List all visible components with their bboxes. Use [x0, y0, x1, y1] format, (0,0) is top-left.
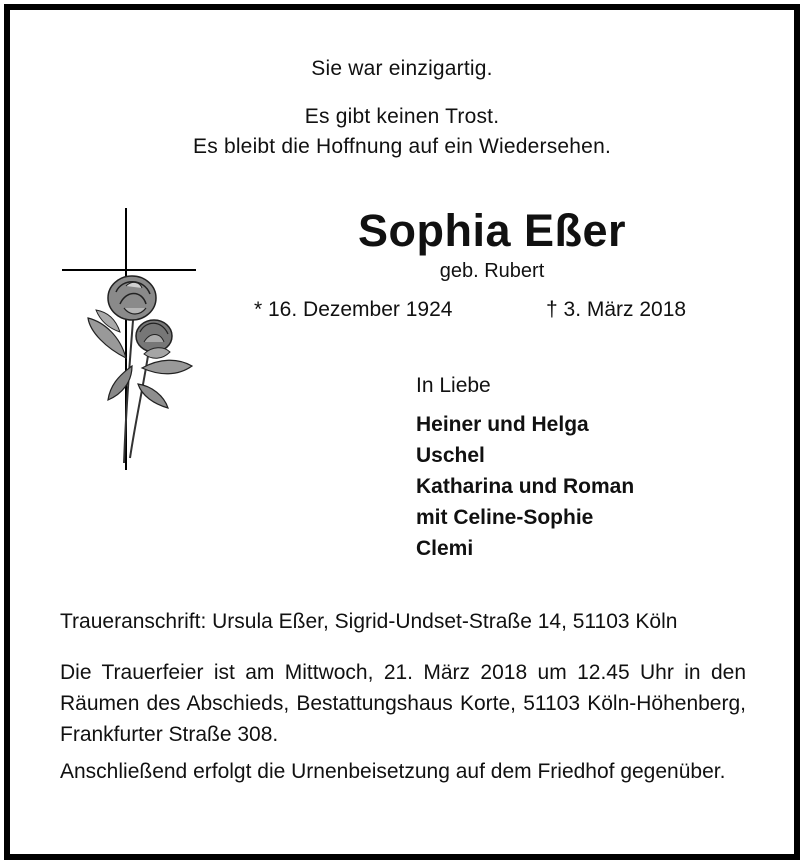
mourners-intro: In Liebe [416, 374, 491, 397]
intro-line-3: Es bleibt die Hoffnung auf ein Wiedersehen. [193, 135, 611, 158]
death-date: † 3. März 2018 [546, 298, 687, 321]
intro-line-1: Sie war einzigartig. [311, 57, 493, 80]
obituary-frame [4, 4, 800, 860]
mourning-address: Traueranschrift: Ursula Eßer, Sigrid-Undset-Straße 14, 51103 Köln [60, 610, 678, 633]
birth-date: * 16. Dezember 1924 [254, 298, 453, 321]
deceased-name: Sophia Eßer [357, 205, 627, 256]
maiden-name: geb. Rubert [439, 260, 545, 282]
funeral-details: Die Trauerfeier ist am Mittwoch, 21. März 2018 um 12.45 Uhr in den Räumen des Abschieds, Bestattungshaus Korte, 51103 Köln-Höhenberg, Frankfurter Straße 308. [60, 661, 746, 746]
mourner-name: Clemi [416, 537, 474, 560]
mourner-name: Heiner und Helga [416, 413, 589, 436]
mourner-name: mit Celine-Sophie [416, 506, 594, 529]
mourner-name: Uschel [416, 444, 485, 467]
mourner-name: Katharina und Roman [416, 475, 635, 498]
intro-line-2: Es gibt keinen Trost. [304, 105, 500, 128]
burial-details: Anschließend erfolgt die Urnenbeisetzung auf dem Friedhof gegenüber. [60, 760, 726, 783]
